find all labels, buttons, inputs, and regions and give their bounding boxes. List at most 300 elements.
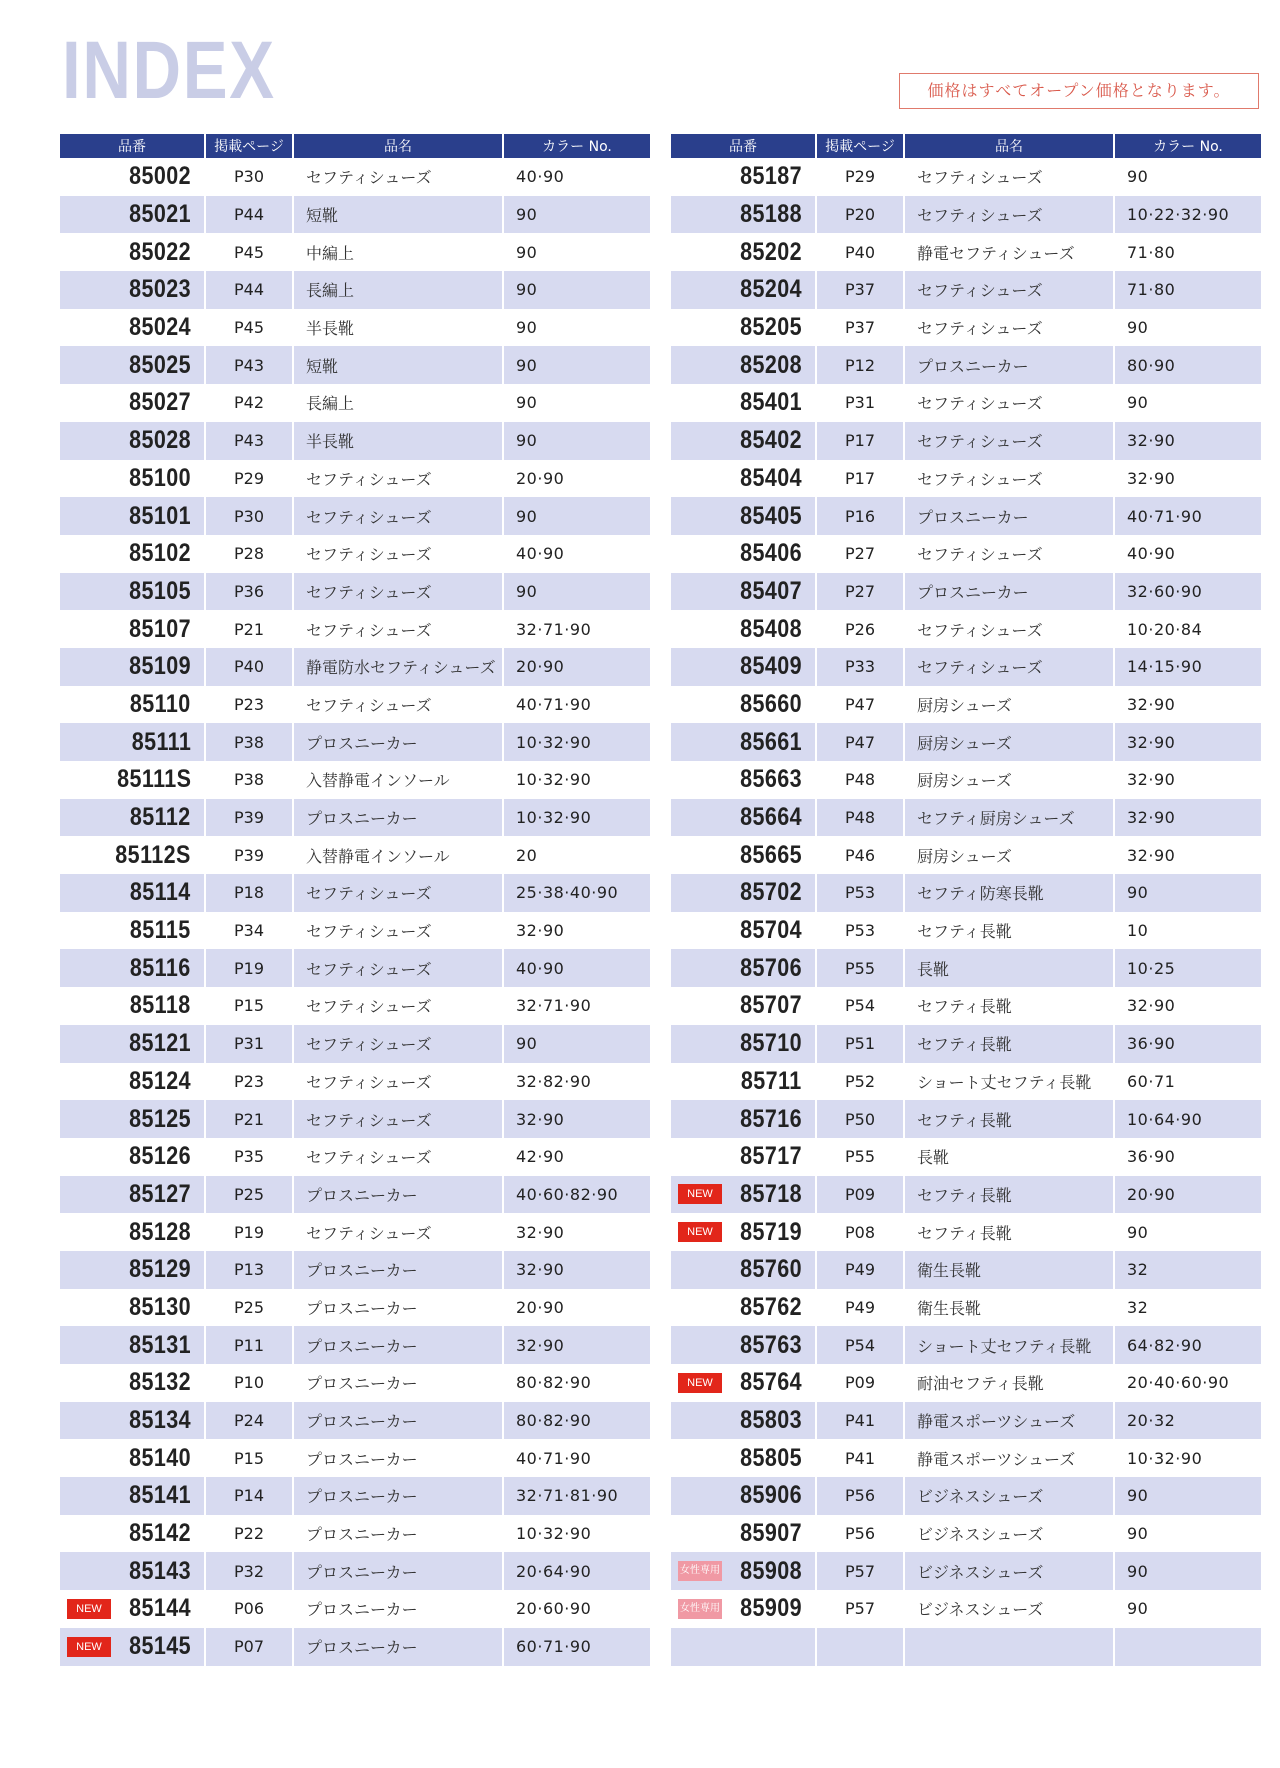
product-code: 85409	[740, 652, 802, 681]
product-name: セフティ長靴	[904, 1025, 1114, 1063]
product-code-cell	[60, 309, 205, 347]
product-name: 耐油セフティ長靴	[904, 1364, 1114, 1402]
header-name: 品名	[293, 134, 503, 158]
table-row	[60, 761, 650, 799]
product-code: 85205	[740, 313, 802, 342]
color-numbers: 80·90	[1114, 346, 1261, 384]
product-code: 85100	[129, 463, 191, 492]
product-code-cell	[60, 1326, 205, 1364]
product-name: 厨房シューズ	[904, 836, 1114, 874]
product-code-cell	[60, 460, 205, 498]
product-name: セフティシューズ	[293, 1025, 503, 1063]
table-row	[671, 987, 1261, 1025]
page-ref: P41	[816, 1402, 904, 1440]
color-numbers: 32·90	[1114, 723, 1261, 761]
product-name: プロスニーカー	[293, 1628, 503, 1666]
color-numbers: 90	[1114, 1552, 1261, 1590]
product-code-cell	[671, 497, 816, 535]
color-numbers: 14·15·90	[1114, 648, 1261, 686]
table-row	[60, 422, 650, 460]
product-code: 85112S	[115, 840, 191, 869]
product-code: 85407	[740, 576, 802, 605]
color-numbers: 32·90	[1114, 686, 1261, 724]
product-code-cell	[60, 1364, 205, 1402]
product-name: セフティシューズ	[904, 610, 1114, 648]
color-numbers: 60·71	[1114, 1063, 1261, 1101]
table-row	[671, 1251, 1261, 1289]
product-code-cell	[671, 1628, 816, 1666]
color-numbers: 32·60·90	[1114, 573, 1261, 611]
product-code: 85401	[740, 388, 802, 417]
product-code: 85142	[129, 1519, 191, 1548]
product-name: セフティシューズ	[293, 1213, 503, 1251]
page-ref: P30	[205, 158, 293, 196]
color-numbers: 32·90	[1114, 422, 1261, 460]
page-ref: P27	[816, 573, 904, 611]
product-code-cell	[60, 1628, 205, 1666]
color-numbers: 40·90	[1114, 535, 1261, 573]
page-ref: P35	[205, 1138, 293, 1176]
page-ref: P37	[816, 271, 904, 309]
page-ref: P57	[816, 1590, 904, 1628]
product-code: 85127	[129, 1179, 191, 1208]
color-numbers: 32·90	[503, 1251, 650, 1289]
product-code-cell	[60, 1477, 205, 1515]
color-numbers: 90	[1114, 1213, 1261, 1251]
table-row	[671, 422, 1261, 460]
page-ref: P06	[205, 1590, 293, 1628]
page-ref: P16	[816, 497, 904, 535]
page-ref: P14	[205, 1477, 293, 1515]
color-numbers: 32·90	[1114, 799, 1261, 837]
table-row	[671, 686, 1261, 724]
product-code-cell	[671, 535, 816, 573]
color-numbers: 10·64·90	[1114, 1100, 1261, 1138]
product-code-cell	[60, 912, 205, 950]
product-code-cell	[671, 1025, 816, 1063]
table-row	[671, 309, 1261, 347]
product-code-cell	[671, 1100, 816, 1138]
product-code-cell	[671, 686, 816, 724]
product-code-cell	[60, 1515, 205, 1553]
table-row	[671, 1477, 1261, 1515]
product-code: 85110	[130, 689, 191, 718]
product-name: セフティ長靴	[904, 912, 1114, 950]
product-name: 衛生長靴	[904, 1251, 1114, 1289]
product-code: 85129	[129, 1255, 191, 1284]
product-code: 85002	[129, 162, 191, 191]
color-numbers: 20	[503, 836, 650, 874]
product-code-cell	[60, 610, 205, 648]
table-row	[60, 1477, 650, 1515]
product-name: セフティシューズ	[293, 874, 503, 912]
page-ref: P09	[816, 1364, 904, 1402]
table-row	[60, 460, 650, 498]
color-numbers: 10·22·32·90	[1114, 196, 1261, 234]
table-row	[60, 1628, 650, 1666]
color-numbers: 32·90	[503, 1100, 650, 1138]
product-code: 85114	[130, 878, 191, 907]
product-name: セフティ長靴	[904, 1176, 1114, 1214]
product-code: 85115	[130, 916, 191, 945]
product-code-cell	[60, 1100, 205, 1138]
color-numbers: 90	[503, 422, 650, 460]
table-row	[671, 1402, 1261, 1440]
page-title: INDEX	[62, 25, 276, 116]
product-code: 85134	[129, 1406, 191, 1435]
product-name: プロスニーカー	[293, 1326, 503, 1364]
table-row	[671, 874, 1261, 912]
product-name: 入替静電インソール	[293, 761, 503, 799]
table-row	[60, 1439, 650, 1477]
product-name: セフティシューズ	[293, 573, 503, 611]
table-row	[60, 1590, 650, 1628]
product-code-cell	[60, 1213, 205, 1251]
product-name: セフティシューズ	[904, 158, 1114, 196]
page-ref: P53	[816, 874, 904, 912]
product-name: 入替静電インソール	[293, 836, 503, 874]
color-numbers: 90	[1114, 1477, 1261, 1515]
page-ref	[816, 1628, 904, 1666]
product-code-cell	[671, 309, 816, 347]
page-ref: P47	[816, 723, 904, 761]
product-name: プロスニーカー	[904, 497, 1114, 535]
page-ref: P50	[816, 1100, 904, 1138]
table-row	[671, 1138, 1261, 1176]
product-name: 静電防水セフティシューズ	[293, 648, 503, 686]
table-row	[671, 912, 1261, 950]
product-code-cell	[60, 384, 205, 422]
product-code: 85404	[740, 463, 802, 492]
product-name: プロスニーカー	[904, 573, 1114, 611]
product-code-cell	[60, 648, 205, 686]
product-code-cell	[671, 1477, 816, 1515]
page-ref: P39	[205, 799, 293, 837]
table-header	[60, 134, 650, 158]
color-numbers: 90	[1114, 1515, 1261, 1553]
color-numbers: 20·90	[503, 1289, 650, 1327]
table-row	[60, 874, 650, 912]
product-code: 85664	[740, 803, 802, 832]
color-numbers: 36·90	[1114, 1138, 1261, 1176]
color-numbers: 10·32·90	[503, 799, 650, 837]
page-ref: P23	[205, 1063, 293, 1101]
color-numbers: 20·90	[503, 460, 650, 498]
table-row	[60, 384, 650, 422]
page-ref: P24	[205, 1402, 293, 1440]
product-code-cell	[671, 799, 816, 837]
new-badge: NEW	[678, 1222, 722, 1242]
page-ref: P18	[205, 874, 293, 912]
product-name: セフティシューズ	[904, 422, 1114, 460]
color-numbers: 32·82·90	[503, 1063, 650, 1101]
page-ref: P44	[205, 196, 293, 234]
product-code: 85909	[740, 1594, 802, 1623]
page-ref: P54	[816, 1326, 904, 1364]
table-row	[671, 573, 1261, 611]
product-name: セフティ長靴	[904, 1213, 1114, 1251]
page-ref: P49	[816, 1251, 904, 1289]
product-name: プロスニーカー	[293, 1477, 503, 1515]
product-code: 85907	[740, 1519, 802, 1548]
product-code-cell	[671, 1364, 816, 1402]
product-code: 85764	[740, 1368, 802, 1397]
page-ref: P32	[205, 1552, 293, 1590]
product-code-cell	[671, 1138, 816, 1176]
page-ref: P51	[816, 1025, 904, 1063]
color-numbers: 42·90	[503, 1138, 650, 1176]
product-code: 85027	[129, 388, 191, 417]
page-ref: P29	[205, 460, 293, 498]
page-ref: P52	[816, 1063, 904, 1101]
product-code: 85202	[740, 237, 802, 266]
color-numbers: 10·32·90	[1114, 1439, 1261, 1477]
color-numbers: 20·32	[1114, 1402, 1261, 1440]
product-name: プロスニーカー	[293, 1289, 503, 1327]
product-name: ショート丈セフティ長靴	[904, 1063, 1114, 1101]
table-row	[60, 497, 650, 535]
color-numbers: 25·38·40·90	[503, 874, 650, 912]
color-numbers: 32·90	[503, 1213, 650, 1251]
table-row	[671, 271, 1261, 309]
color-numbers: 90	[503, 497, 650, 535]
color-numbers: 71·80	[1114, 271, 1261, 309]
page-ref: P43	[205, 422, 293, 460]
page-ref: P40	[205, 648, 293, 686]
product-code-cell	[60, 158, 205, 196]
product-name: 静電セフティシューズ	[904, 233, 1114, 271]
product-code-cell	[671, 1439, 816, 1477]
product-code: 85021	[129, 200, 191, 229]
product-code: 85711	[741, 1066, 802, 1095]
table-row	[671, 1213, 1261, 1251]
header-page: 掲載ページ	[816, 134, 904, 158]
table-header	[671, 134, 1261, 158]
page-ref: P57	[816, 1552, 904, 1590]
page-ref: P19	[205, 949, 293, 987]
product-code-cell	[671, 196, 816, 234]
page-ref: P25	[205, 1176, 293, 1214]
page-ref: P09	[816, 1176, 904, 1214]
table-row	[60, 271, 650, 309]
product-code-cell	[60, 1439, 205, 1477]
product-code: 85131	[129, 1330, 191, 1359]
table-row	[60, 196, 650, 234]
product-name: 半長靴	[293, 309, 503, 347]
product-name: セフティ長靴	[904, 987, 1114, 1025]
product-code: 85719	[740, 1217, 802, 1246]
product-code: 85141	[129, 1481, 191, 1510]
product-code: 85111	[131, 727, 191, 756]
product-code-cell	[60, 1138, 205, 1176]
product-code: 85105	[129, 576, 191, 605]
product-code-cell	[671, 723, 816, 761]
product-name: 厨房シューズ	[904, 686, 1114, 724]
page-ref: P12	[816, 346, 904, 384]
table-row	[671, 1025, 1261, 1063]
women-only-badge: 女性専用	[678, 1561, 722, 1581]
product-name: プロスニーカー	[293, 1251, 503, 1289]
product-name: 厨房シューズ	[904, 761, 1114, 799]
index-table-right	[671, 134, 1261, 1666]
page-ref: P34	[205, 912, 293, 950]
product-name: セフティシューズ	[904, 196, 1114, 234]
product-code: 85188	[740, 200, 802, 229]
header-code: 品番	[671, 134, 816, 158]
color-numbers: 90	[503, 309, 650, 347]
product-code: 85130	[129, 1292, 191, 1321]
table-row	[671, 535, 1261, 573]
color-numbers: 10·32·90	[503, 761, 650, 799]
color-numbers: 32·90	[1114, 987, 1261, 1025]
table-row	[671, 836, 1261, 874]
header-name: 品名	[904, 134, 1114, 158]
product-name: プロスニーカー	[293, 799, 503, 837]
product-code-cell	[60, 836, 205, 874]
product-code: 85140	[129, 1443, 191, 1472]
product-name: 中編上	[293, 233, 503, 271]
table-row	[671, 1590, 1261, 1628]
table-row	[671, 384, 1261, 422]
color-numbers: 36·90	[1114, 1025, 1261, 1063]
table-row	[60, 1515, 650, 1553]
product-name: セフティシューズ	[904, 271, 1114, 309]
table-row	[60, 912, 650, 950]
product-code: 85132	[129, 1368, 191, 1397]
header-page: 掲載ページ	[205, 134, 293, 158]
table-row	[60, 949, 650, 987]
color-numbers: 10·25	[1114, 949, 1261, 987]
page-ref: P47	[816, 686, 904, 724]
product-code: 85025	[129, 350, 191, 379]
color-numbers: 80·82·90	[503, 1364, 650, 1402]
product-name: セフティシューズ	[904, 535, 1114, 573]
table-row	[60, 233, 650, 271]
color-numbers: 40·90	[503, 535, 650, 573]
product-name: セフティシューズ	[293, 949, 503, 987]
product-code: 85763	[740, 1330, 802, 1359]
table-row	[671, 1515, 1261, 1553]
product-code: 85710	[740, 1029, 802, 1058]
product-code: 85125	[129, 1104, 191, 1133]
page-ref: P49	[816, 1289, 904, 1327]
page-ref: P38	[205, 723, 293, 761]
table-row	[60, 836, 650, 874]
product-name: 長編上	[293, 271, 503, 309]
product-code-cell	[671, 346, 816, 384]
table-row	[60, 610, 650, 648]
product-code-cell	[671, 987, 816, 1025]
product-name: セフティシューズ	[293, 535, 503, 573]
product-code-cell	[671, 949, 816, 987]
color-numbers: 32·71·90	[503, 610, 650, 648]
product-code: 85717	[740, 1142, 802, 1171]
product-code-cell	[60, 949, 205, 987]
product-code: 85145	[129, 1632, 191, 1661]
product-code-cell	[671, 158, 816, 196]
page-ref: P08	[816, 1213, 904, 1251]
product-code: 85702	[740, 878, 802, 907]
product-code-cell	[671, 912, 816, 950]
table-row	[671, 610, 1261, 648]
product-code-cell	[60, 1063, 205, 1101]
product-code-cell	[671, 271, 816, 309]
product-code-cell	[671, 422, 816, 460]
product-name: セフティ厨房シューズ	[904, 799, 1114, 837]
product-code-cell	[60, 723, 205, 761]
color-numbers: 40·90	[503, 949, 650, 987]
table-row	[671, 1176, 1261, 1214]
product-code: 85661	[740, 727, 802, 756]
table-row	[671, 1628, 1261, 1666]
product-code-cell	[671, 1176, 816, 1214]
product-name: セフティシューズ	[904, 309, 1114, 347]
product-code: 85102	[129, 539, 191, 568]
product-name: プロスニーカー	[293, 1364, 503, 1402]
product-name: セフティシューズ	[293, 497, 503, 535]
product-code-cell	[671, 1326, 816, 1364]
color-numbers: 32·90	[503, 912, 650, 950]
page-ref: P33	[816, 648, 904, 686]
page-ref: P38	[205, 761, 293, 799]
product-code: 85906	[740, 1481, 802, 1510]
product-name: 長編上	[293, 384, 503, 422]
product-code: 85107	[129, 614, 191, 643]
table-row	[671, 648, 1261, 686]
product-code-cell	[60, 874, 205, 912]
color-numbers: 90	[1114, 158, 1261, 196]
page-ref: P56	[816, 1515, 904, 1553]
color-numbers: 90	[503, 271, 650, 309]
table-row	[671, 1326, 1261, 1364]
product-name: 長靴	[904, 949, 1114, 987]
product-name: 半長靴	[293, 422, 503, 460]
color-numbers: 32	[1114, 1251, 1261, 1289]
new-badge: NEW	[678, 1373, 722, 1393]
page-ref: P54	[816, 987, 904, 1025]
product-code: 85126	[129, 1142, 191, 1171]
table-row	[671, 346, 1261, 384]
product-name: ビジネスシューズ	[904, 1590, 1114, 1628]
product-code-cell	[60, 271, 205, 309]
product-code: 85143	[129, 1556, 191, 1585]
color-numbers: 20·64·90	[503, 1552, 650, 1590]
page-ref: P27	[816, 535, 904, 573]
table-row	[671, 1439, 1261, 1477]
product-name: ビジネスシューズ	[904, 1477, 1114, 1515]
product-code-cell	[60, 535, 205, 573]
page-ref: P44	[205, 271, 293, 309]
product-name: セフティシューズ	[293, 460, 503, 498]
product-code-cell	[671, 1515, 816, 1553]
table-row	[671, 799, 1261, 837]
color-numbers: 40·71·90	[503, 686, 650, 724]
table-row	[60, 987, 650, 1025]
product-code-cell	[60, 799, 205, 837]
product-code: 85124	[129, 1066, 191, 1095]
product-name: プロスニーカー	[293, 723, 503, 761]
product-code: 85665	[740, 840, 802, 869]
color-numbers: 90	[503, 346, 650, 384]
product-code: 85704	[740, 916, 802, 945]
page-ref: P29	[816, 158, 904, 196]
table-row	[60, 723, 650, 761]
product-name: 長靴	[904, 1138, 1114, 1176]
product-code: 85118	[130, 991, 191, 1020]
page-ref: P55	[816, 1138, 904, 1176]
product-code-cell	[671, 233, 816, 271]
color-numbers: 90	[503, 233, 650, 271]
